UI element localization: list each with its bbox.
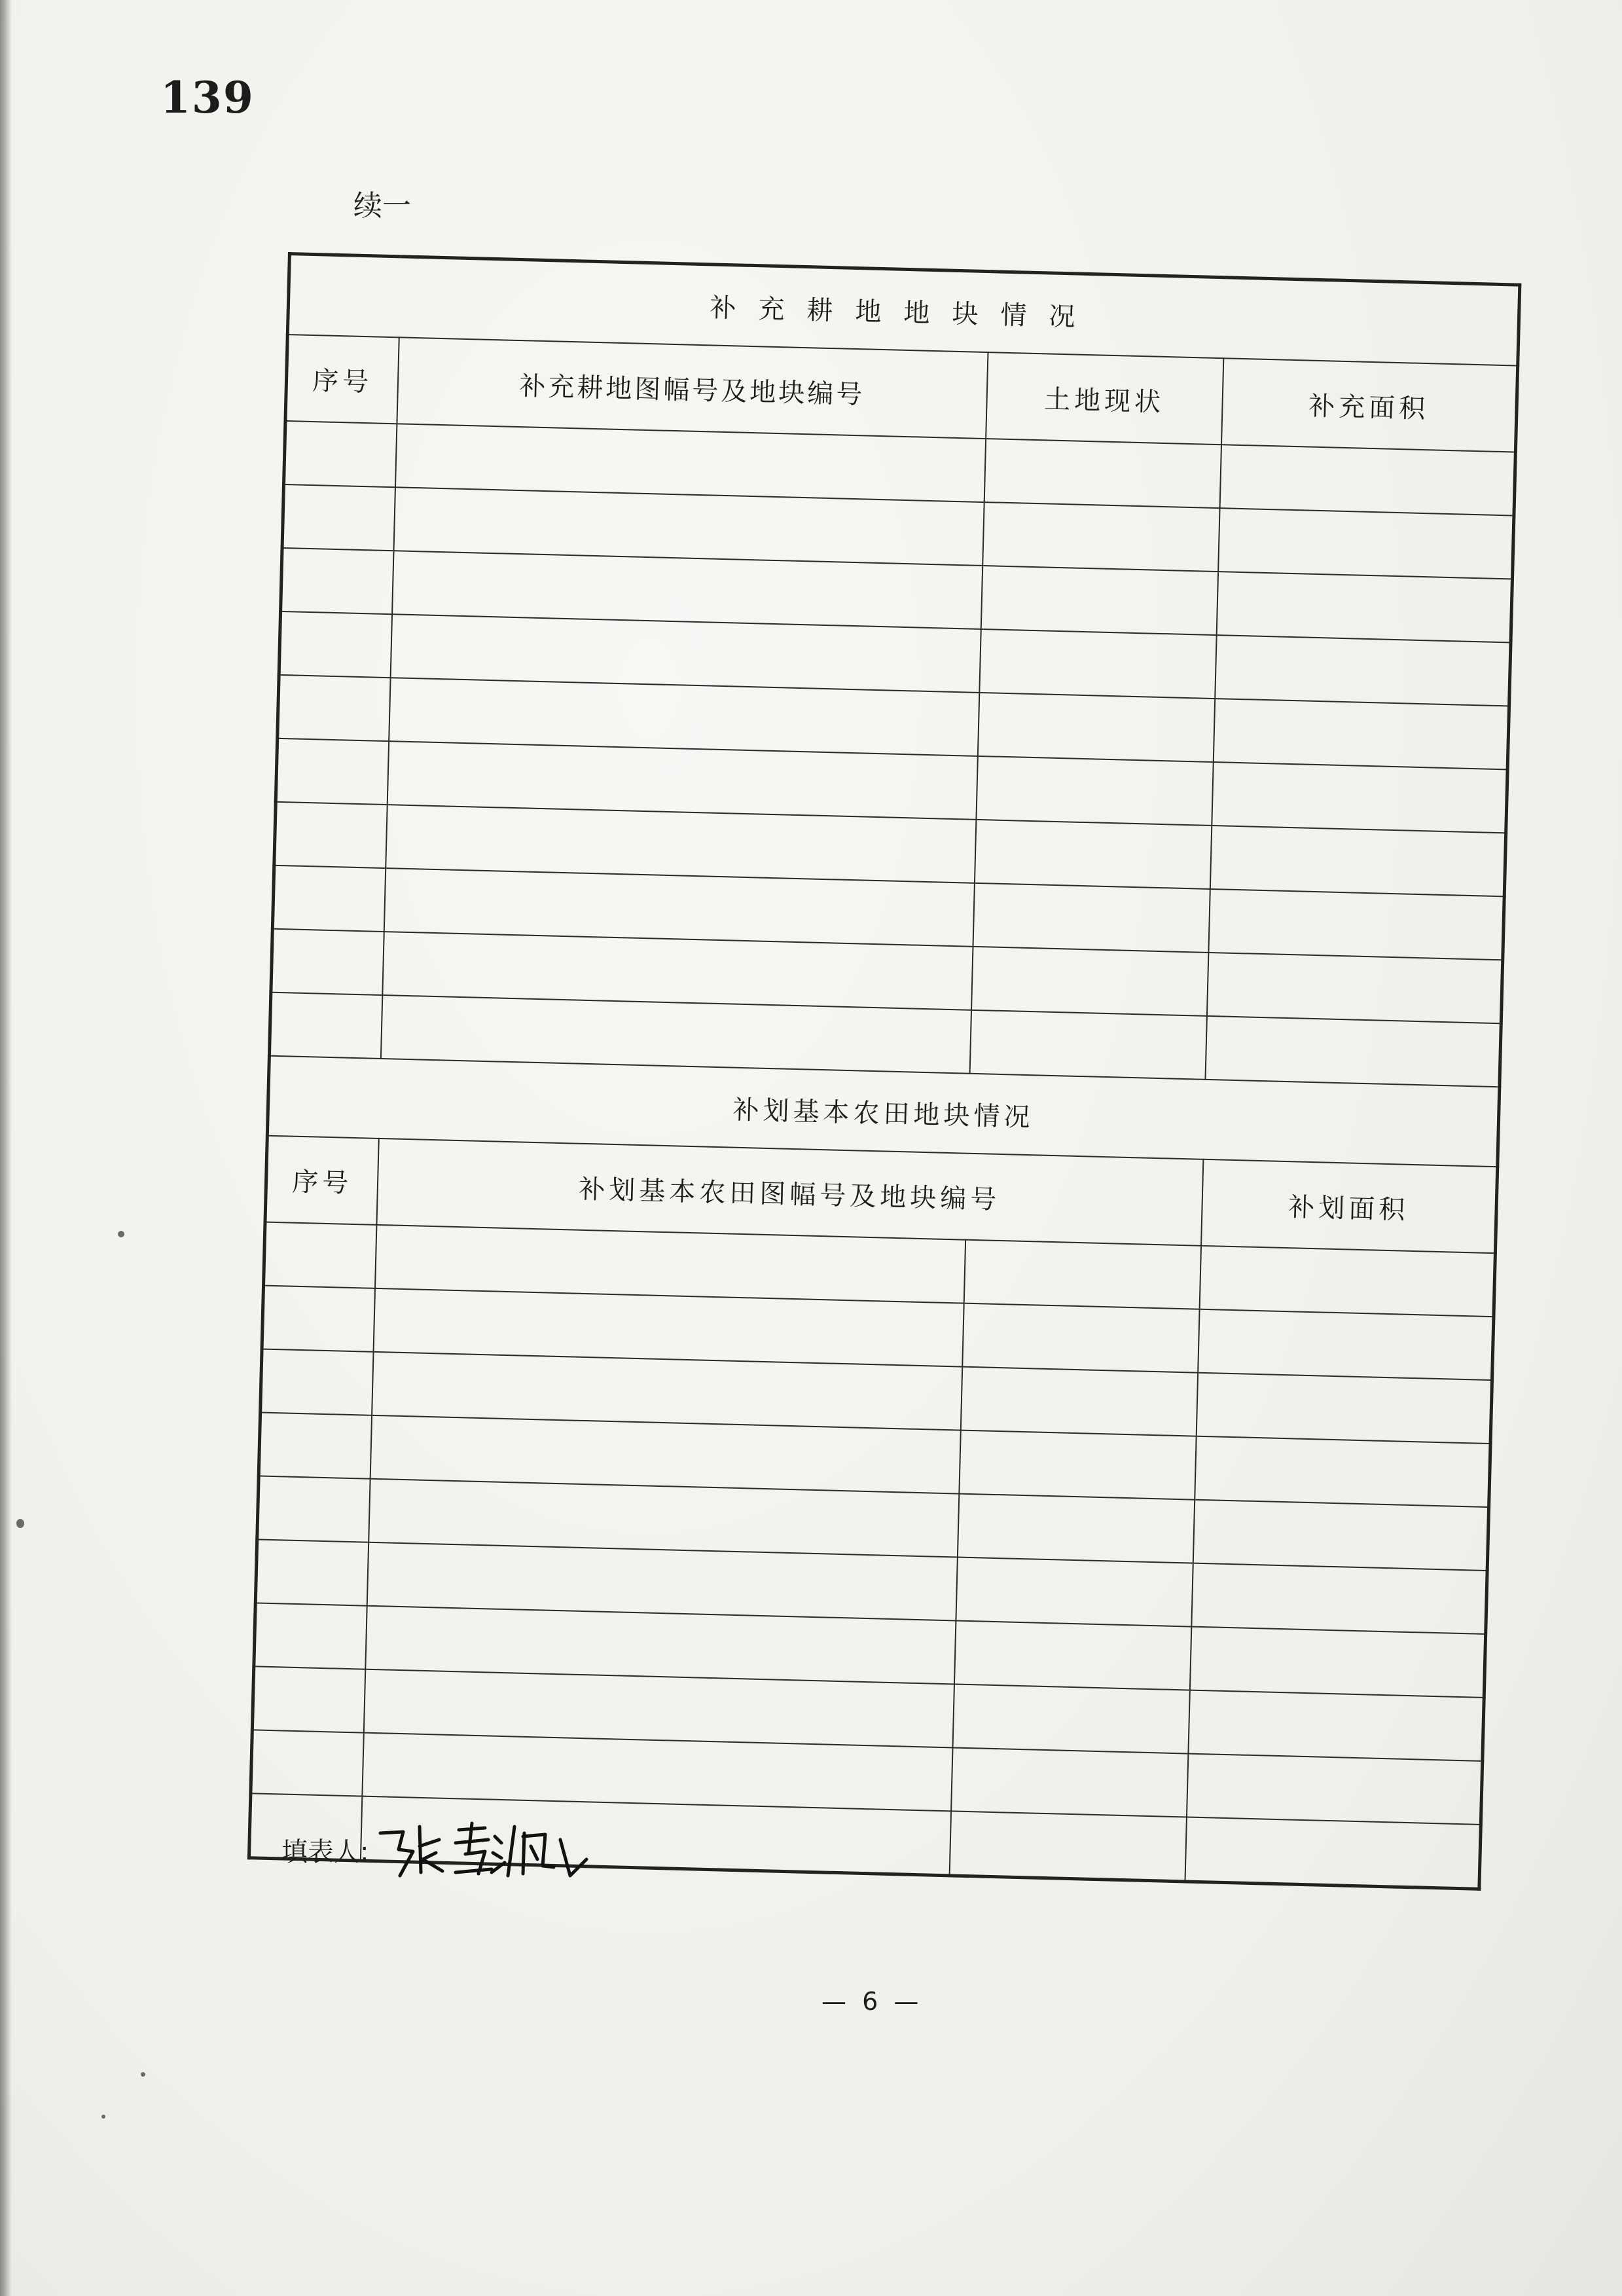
section2-data-cell xyxy=(964,1240,1200,1309)
section2-data-cell xyxy=(962,1303,1199,1373)
section2-header-map-plot: 补划基本农田图幅号及地块编号 xyxy=(376,1139,1203,1246)
continued-label: 续一 xyxy=(353,189,411,223)
scan-speck xyxy=(141,2072,145,2077)
section1-title: 补充耕地地块情况 xyxy=(287,254,1520,366)
section2-data-cell xyxy=(1199,1246,1495,1317)
section2-data-cell xyxy=(1185,1817,1481,1889)
section1-data-cell xyxy=(1205,1016,1501,1087)
scan-binding-edge xyxy=(0,0,12,2296)
section1-data-cell xyxy=(981,566,1217,635)
section2-data-cell xyxy=(949,1811,1186,1882)
section1-data-cell xyxy=(1215,635,1511,706)
section1-data-cell xyxy=(284,421,397,487)
section1-data-cell xyxy=(272,866,385,932)
section2-data-cell xyxy=(1191,1563,1487,1634)
section2-data-cell xyxy=(952,1684,1189,1753)
section2-data-cell xyxy=(1189,1627,1485,1698)
section1-data-cell xyxy=(281,548,393,614)
section2-data-cell xyxy=(960,1367,1197,1436)
section2-header-area: 补划面积 xyxy=(1201,1159,1498,1253)
section2-data-cell xyxy=(1196,1373,1492,1444)
filler-label: 填表人: xyxy=(281,1836,369,1867)
section1-header-map-plot: 补充耕地图幅号及地块编号 xyxy=(397,337,988,439)
scan-speck xyxy=(118,1231,124,1237)
scan-speck xyxy=(101,2115,105,2119)
section1-data-cell xyxy=(971,947,1208,1016)
section1-data-cell xyxy=(279,611,391,678)
footer-page-number: — 6 — xyxy=(821,1987,923,2016)
scan-speck xyxy=(16,1519,24,1528)
section1-data-cell xyxy=(982,502,1219,572)
section1-data-cell xyxy=(1210,826,1505,896)
section1-data-cell xyxy=(979,629,1216,699)
section1-data-cell xyxy=(271,929,384,995)
section1-data-cell xyxy=(1219,445,1515,515)
section2-data-cell xyxy=(255,1539,368,1605)
page-number: 139 xyxy=(160,72,255,123)
section2-data-cell xyxy=(1188,1690,1484,1761)
section1-data-cell xyxy=(1216,572,1512,642)
section1-data-cell xyxy=(282,484,395,551)
section1-data-cell xyxy=(276,738,388,805)
section2-title: 补划基本农田地块情况 xyxy=(267,1056,1499,1167)
section1-data-cell xyxy=(984,439,1221,508)
section2-data-cell xyxy=(951,1747,1188,1817)
form-table-wrapper xyxy=(247,252,1519,1891)
section1-header-serial: 序号 xyxy=(285,335,399,424)
section1-data-cell xyxy=(1208,889,1504,960)
section2-data-cell xyxy=(956,1558,1193,1627)
section1-data-cell xyxy=(274,802,387,868)
section1-data-cell xyxy=(1206,953,1502,1023)
land-form-table xyxy=(247,252,1522,1891)
section2-data-cell xyxy=(1193,1500,1488,1571)
section2-data-cell xyxy=(252,1666,365,1732)
section1-data-cell xyxy=(269,993,382,1059)
section1-data-cell xyxy=(278,675,390,741)
section2-data-cell xyxy=(957,1494,1194,1563)
section2-data-cell xyxy=(954,1620,1191,1690)
filler-signature-line xyxy=(281,1813,590,1886)
section2-data-cell xyxy=(259,1412,371,1478)
section2-data-cell xyxy=(1186,1754,1482,1825)
section2-data-cell xyxy=(251,1730,363,1796)
section2-data-cell xyxy=(1195,1436,1490,1507)
section2-data-cell xyxy=(264,1222,376,1288)
section1-data-cell xyxy=(977,693,1214,762)
section1-data-cell xyxy=(973,883,1210,953)
section2-data-cell xyxy=(959,1430,1196,1500)
section1-header-area: 补充面积 xyxy=(1221,358,1518,452)
section1-data-cell xyxy=(969,1010,1206,1080)
section2-data-cell xyxy=(261,1349,373,1415)
section2-data-cell xyxy=(257,1476,370,1542)
section1-data-cell xyxy=(974,820,1211,889)
section1-data-cell xyxy=(1212,762,1507,833)
section1-header-land-status: 土地现状 xyxy=(986,352,1223,445)
section1-data-cell xyxy=(1218,508,1514,579)
section1-data-cell xyxy=(1213,699,1509,769)
section2-header-serial: 序号 xyxy=(265,1136,378,1225)
section2-data-cell xyxy=(262,1286,374,1352)
section2-data-cell xyxy=(254,1603,367,1669)
section2-data-cell xyxy=(1198,1309,1494,1380)
handwritten-signature xyxy=(374,1813,590,1886)
section1-data-cell xyxy=(976,756,1213,826)
